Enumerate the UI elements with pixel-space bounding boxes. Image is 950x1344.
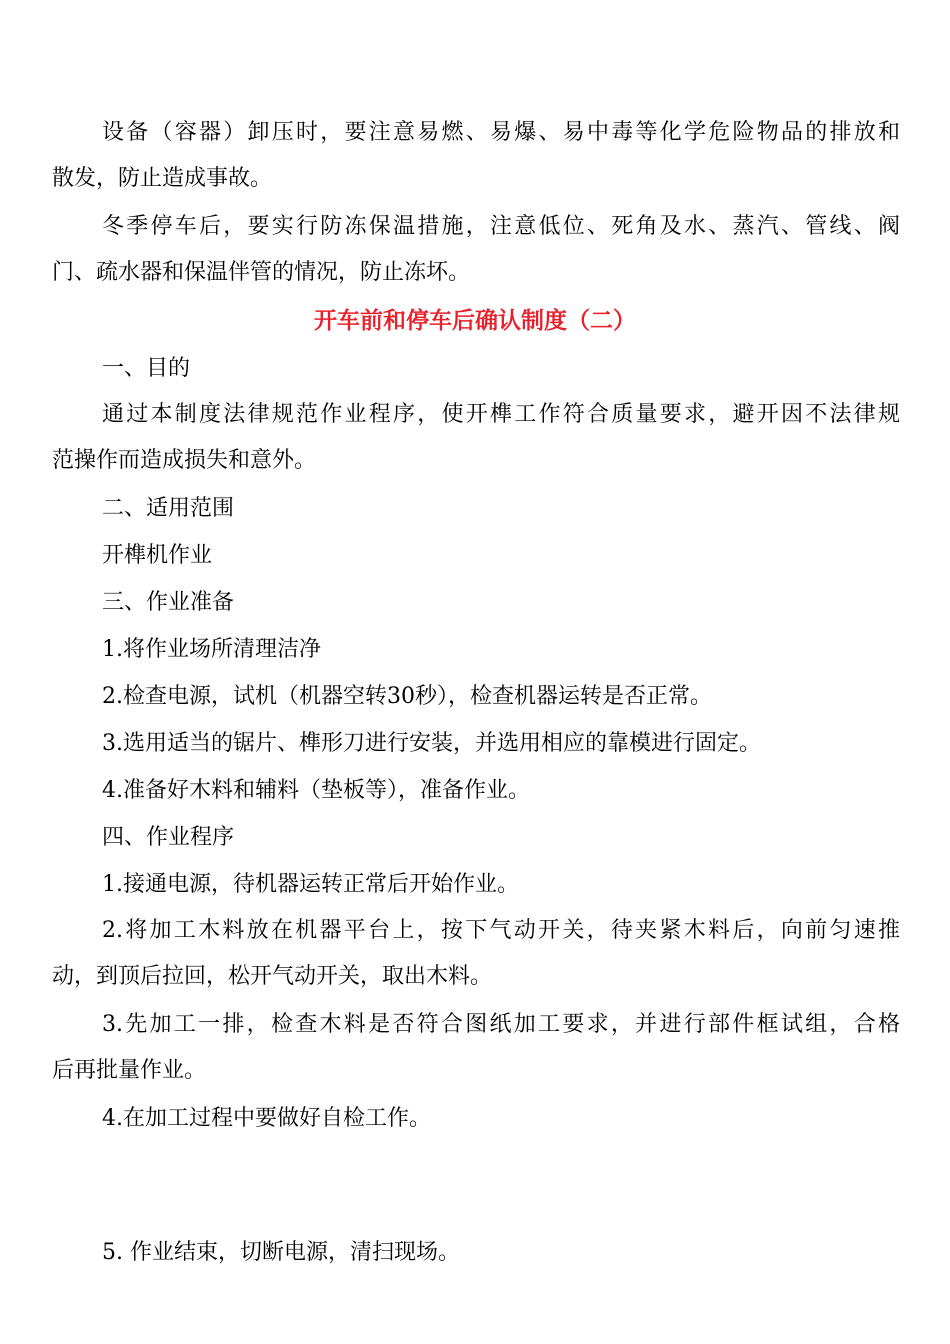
list-item-text: 1.将作业场所清理洁净 <box>102 637 321 662</box>
paragraph-line: 散发，防止造成事故。 <box>52 166 273 191</box>
paragraph-scope-body <box>102 533 900 579</box>
heading-text: 四、作业程序 <box>102 825 235 850</box>
paragraph-line: 3.先加工一排，检查木料是否符合图纸加工要求，并进行部件框试组，合格 <box>102 1012 900 1037</box>
list-item-text: 4.准备好木料和辅料（垫板等），准备作业。 <box>102 778 530 803</box>
section-heading-purpose <box>102 346 900 392</box>
paragraph-line: 开榫机作业 <box>102 543 213 568</box>
list-item-text: 5. 作业结束，切断电源，清扫现场。 <box>102 1240 460 1265</box>
section-heading-procedure <box>102 815 900 861</box>
list-item-proc-3 <box>52 1002 900 1094</box>
list-item-proc-2 <box>52 908 900 1000</box>
list-item-proc-1 <box>102 862 900 908</box>
heading-text: 二、适用范围 <box>102 496 235 521</box>
list-item-prep-2 <box>102 674 900 720</box>
paragraph-winter-stop <box>52 204 900 296</box>
list-item-text: 3.选用适当的锯片、榫形刀进行安装，并选用相应的靠模进行固定。 <box>102 731 761 756</box>
list-item-prep-4 <box>102 768 900 814</box>
paragraph-purpose-body <box>52 392 900 484</box>
paragraph-line: 设备（容器）卸压时，要注意易燃、易爆、易中毒等化学危险物品的排放和 <box>102 120 900 145</box>
paragraph-line: 2.将加工木料放在机器平台上，按下气动开关，待夹紧木料后，向前匀速推 <box>102 918 900 943</box>
list-item-text: 4.在加工过程中要做好自检工作。 <box>102 1106 431 1131</box>
list-item-text: 2.检查电源，试机（机器空转30秒），检查机器运转是否正常。 <box>102 684 712 709</box>
section-heading-preparation <box>102 580 900 626</box>
paragraph-line: 范操作而造成损失和意外。 <box>52 448 317 473</box>
document-title: 开车前和停车后确认制度（二） <box>314 307 636 334</box>
section-heading-scope <box>102 486 900 532</box>
paragraph-line: 冬季停车后，要实行防冻保温措施，注意低位、死角及水、蒸汽、管线、阀 <box>102 214 900 239</box>
list-item-text: 1.接通电源，待机器运转正常后开始作业。 <box>102 872 519 897</box>
list-item-prep-3 <box>102 721 900 767</box>
paragraph-line: 门、疏水器和保温伴管的情况，防止冻坏。 <box>52 260 471 285</box>
paragraph-depressurize <box>52 110 900 202</box>
list-item-proc-5 <box>102 1230 900 1276</box>
list-item-proc-4 <box>102 1096 900 1142</box>
paragraph-line: 通过本制度法律规范作业程序，使开榫工作符合质量要求，避开因不法律规 <box>102 402 900 427</box>
paragraph-line: 动，到顶后拉回，松开气动开关，取出木料。 <box>52 964 493 989</box>
paragraph-line: 后再批量作业。 <box>52 1058 207 1083</box>
heading-text: 一、目的 <box>102 356 191 381</box>
heading-text: 三、作业准备 <box>102 590 235 615</box>
list-item-prep-1 <box>102 627 900 673</box>
